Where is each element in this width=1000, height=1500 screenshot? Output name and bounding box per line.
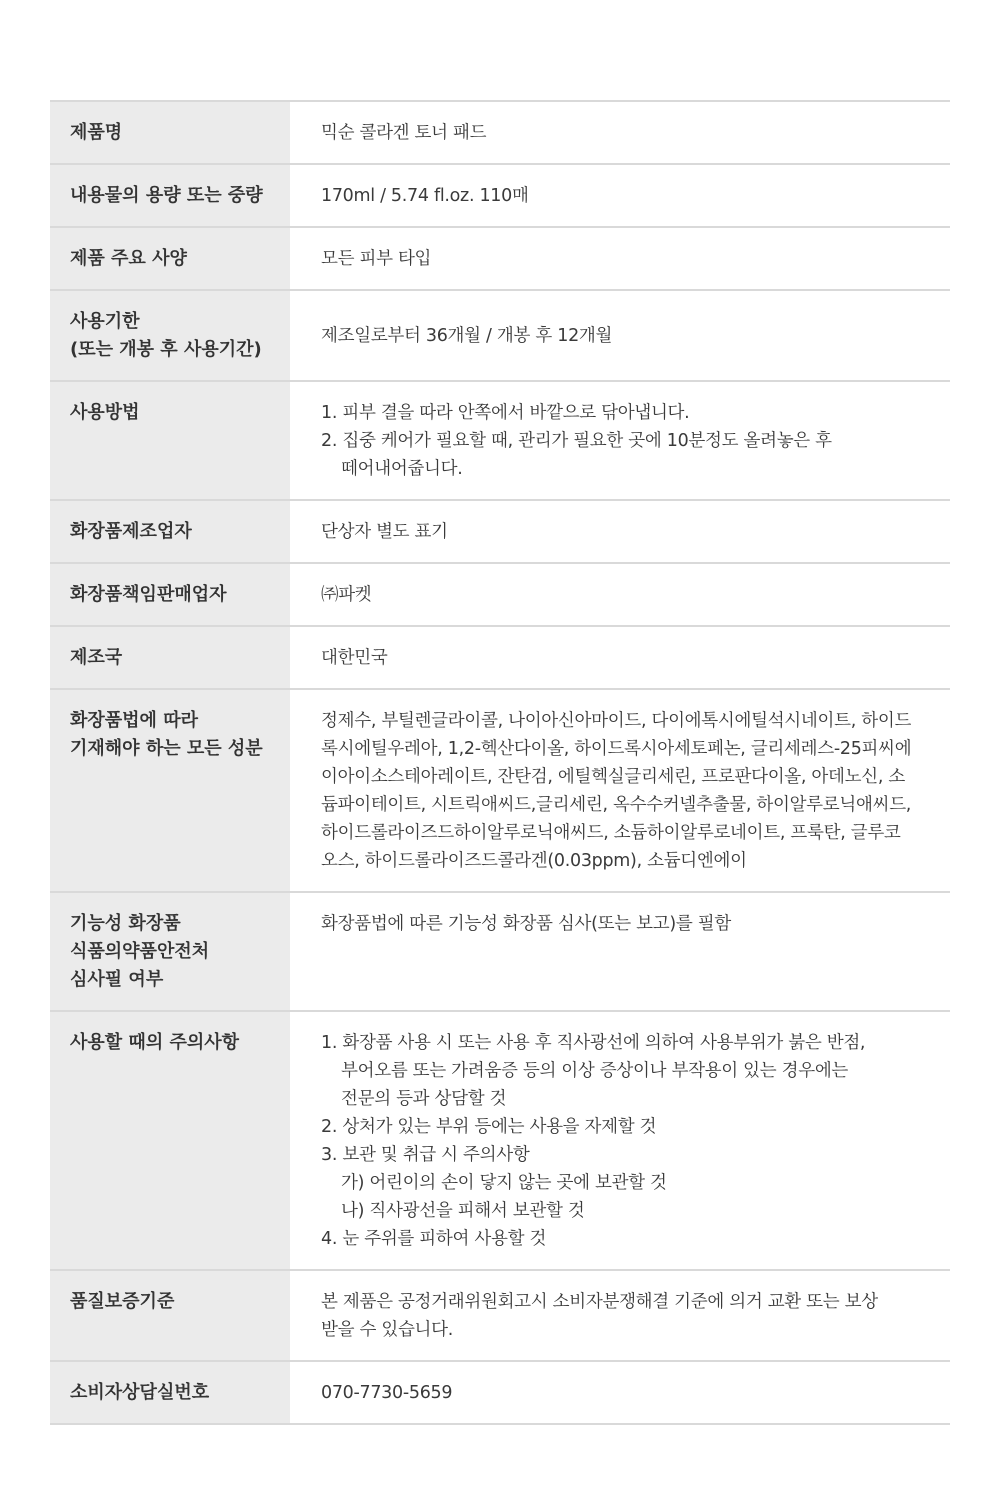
row-value-line: ㈜파켓 — [321, 585, 372, 605]
row-label-line: 제품 주요 사양 — [70, 248, 187, 269]
row-label — [50, 164, 290, 227]
row-value-line: 070-7730-5659 — [321, 1383, 453, 1403]
row-label-line: 화장품법에 따라 — [70, 710, 198, 731]
row-value-line: 정제수, 부틸렌글라이콜, 나이아신아마이드, 다이에톡시에틸석시네이트, 하이드 — [321, 711, 912, 731]
row-label — [50, 1270, 290, 1361]
row-value — [290, 1361, 950, 1424]
row-value-line: 믹순 콜라겐 토너 패드 — [321, 123, 487, 143]
row-label-line: 사용할 때의 주의사항 — [70, 1032, 240, 1053]
row-label-line: (또는 개봉 후 사용기간) — [70, 339, 262, 360]
row-value-line: 떼어내어줍니다. — [341, 459, 463, 479]
table-row — [50, 563, 950, 626]
row-value-line: 1. 화장품 사용 시 또는 사용 후 직사광선에 의하여 사용부위가 붉은 반점, — [321, 1033, 866, 1053]
row-value-line: 2. 집중 케어가 필요할 때, 관리가 필요한 곳에 10분정도 올려놓은 후 — [321, 431, 832, 451]
row-label — [50, 563, 290, 626]
row-value — [290, 500, 950, 563]
row-value — [290, 1270, 950, 1361]
row-value-line: 이아이소스테아레이트, 잔탄검, 에틸헥실글리세린, 프로판다이올, 아데노신, 소 — [321, 767, 905, 787]
row-value-line: 전문의 등과 상담할 것 — [341, 1089, 507, 1109]
row-value — [290, 227, 950, 290]
row-value — [290, 1011, 950, 1270]
row-label — [50, 626, 290, 689]
row-value-line: 제조일로부터 36개월 / 개봉 후 12개월 — [321, 326, 613, 346]
table-row — [50, 164, 950, 227]
row-value-line: 단상자 별도 표기 — [321, 522, 448, 542]
row-label-line: 사용기한 — [70, 311, 140, 332]
table-row — [50, 101, 950, 164]
table-row — [50, 1011, 950, 1270]
row-value-line: 화장품법에 따른 기능성 화장품 심사(또는 보고)를 필함 — [321, 914, 731, 934]
row-value-line: 3. 보관 및 취급 시 주의사항 — [321, 1145, 530, 1165]
row-value — [290, 892, 950, 1011]
row-value-line: 오스, 하이드롤라이즈드콜라겐(0.03ppm), 소듐디엔에이 — [321, 851, 747, 871]
row-value-line: 본 제품은 공정거래위원회고시 소비자분쟁해결 기준에 의거 교환 또는 보상 — [321, 1292, 878, 1312]
row-value-line: 부어오름 또는 가려움증 등의 이상 증상이나 부작용이 있는 경우에는 — [341, 1061, 849, 1081]
row-label — [50, 290, 290, 381]
row-value-line: 받을 수 있습니다. — [321, 1320, 454, 1340]
row-label-line: 제조국 — [70, 647, 123, 668]
row-label — [50, 101, 290, 164]
row-label — [50, 689, 290, 892]
row-label-line: 제품명 — [70, 122, 123, 143]
row-label-line: 심사필 여부 — [70, 969, 164, 990]
row-label-line: 화장품책임판매업자 — [70, 584, 227, 605]
row-value-line: 록시에틸우레아, 1,2-헥산다이올, 하이드록시아세토페논, 글리세레스-25피씨에 — [321, 739, 912, 759]
table-row — [50, 1361, 950, 1424]
table-row — [50, 381, 950, 500]
row-value-line: 듐파이테이트, 시트릭애씨드,글리세린, 옥수수커넬추출물, 하이알루로닉애씨드, — [321, 795, 912, 815]
row-value-line: 하이드롤라이즈드하이알루로닉애씨드, 소듐하이알루로네이트, 프룩탄, 글루코 — [321, 823, 901, 843]
row-value — [290, 626, 950, 689]
row-value-line: 1. 피부 결을 따라 안쪽에서 바깥으로 닦아냅니다. — [321, 403, 690, 423]
row-value — [290, 563, 950, 626]
row-value-line: 2. 상처가 있는 부위 등에는 사용을 자제할 것 — [321, 1117, 657, 1137]
product-info-table — [50, 100, 950, 1425]
row-label-line: 소비자상담실번호 — [70, 1382, 210, 1403]
row-value-line: 대한민국 — [321, 648, 388, 668]
row-label — [50, 500, 290, 563]
row-value-line: 모든 피부 타입 — [321, 249, 432, 269]
row-label — [50, 381, 290, 500]
table-row — [50, 500, 950, 563]
row-label-line: 식품의약품안전처 — [70, 941, 210, 962]
row-label-line: 기재해야 하는 모든 성분 — [70, 738, 263, 759]
row-label-line: 화장품제조업자 — [70, 521, 192, 542]
row-label-line: 사용방법 — [70, 402, 140, 423]
table-row — [50, 227, 950, 290]
row-value — [290, 164, 950, 227]
table-row — [50, 1270, 950, 1361]
table-row — [50, 689, 950, 892]
row-value — [290, 290, 950, 381]
row-label — [50, 227, 290, 290]
row-label — [50, 1011, 290, 1270]
row-value — [290, 689, 950, 892]
row-value-line: 나) 직사광선을 피해서 보관할 것 — [341, 1201, 585, 1221]
row-value-line: 170ml / 5.74 fl.oz. 110매 — [321, 186, 529, 206]
row-value — [290, 381, 950, 500]
row-label-line: 기능성 화장품 — [70, 913, 181, 934]
table-row — [50, 892, 950, 1011]
row-value — [290, 101, 950, 164]
table-row — [50, 626, 950, 689]
row-label-line: 내용물의 용량 또는 중량 — [70, 185, 263, 206]
row-value-line: 4. 눈 주위를 피하여 사용할 것 — [321, 1229, 547, 1249]
row-label — [50, 1361, 290, 1424]
table-row — [50, 290, 950, 381]
row-label-line: 품질보증기준 — [70, 1291, 175, 1312]
row-value-line: 가) 어린이의 손이 닿지 않는 곳에 보관할 것 — [341, 1173, 667, 1193]
row-label — [50, 892, 290, 1011]
